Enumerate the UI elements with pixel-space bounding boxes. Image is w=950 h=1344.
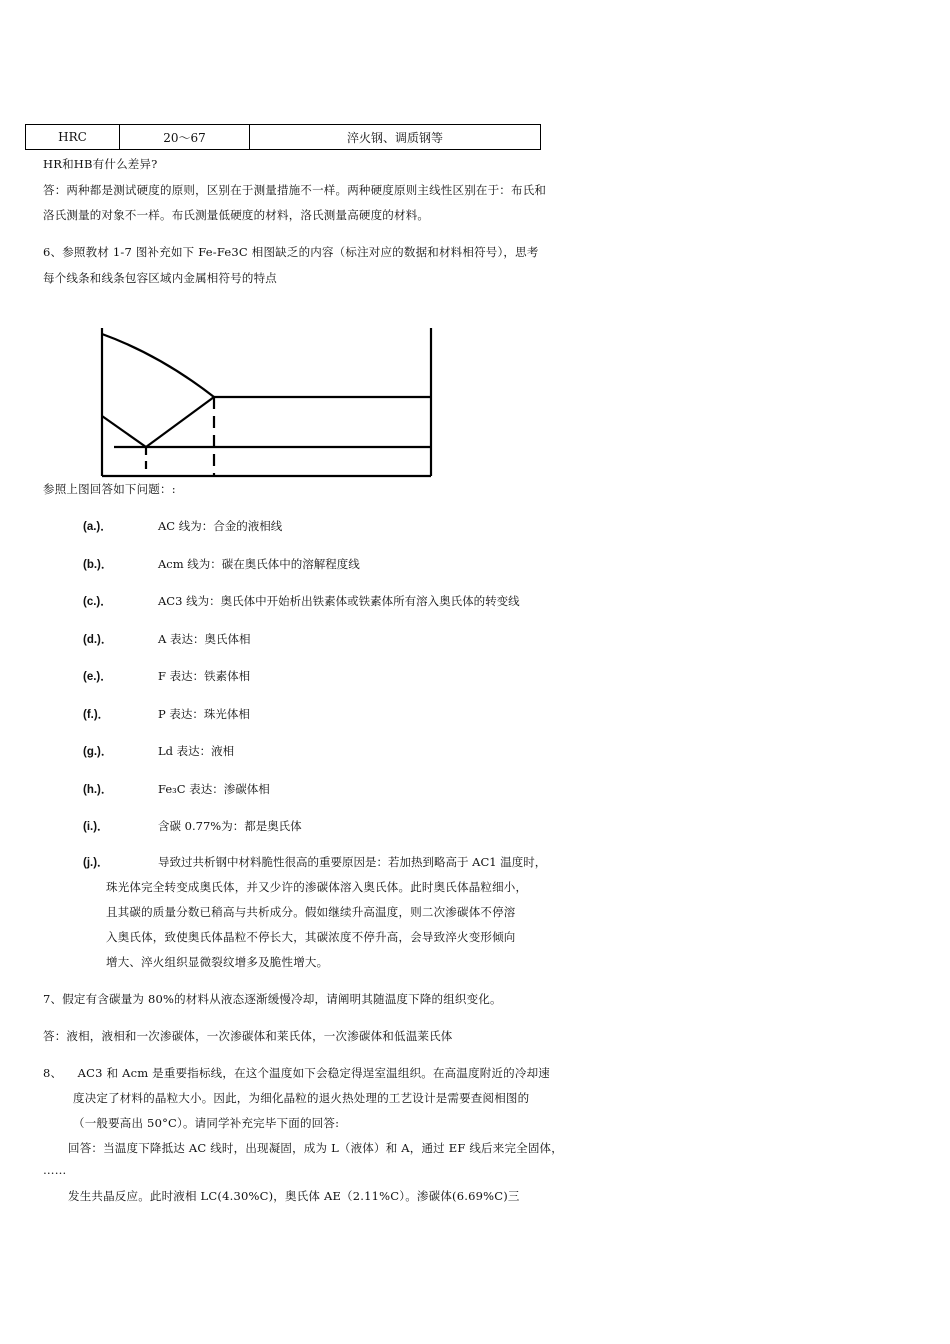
question-6-line2: 每个线条和线条包容区域内金属相符号的特点	[43, 271, 277, 285]
item-j-line1: 导致过共析钢中材料脆性很高的重要原因是：若加热到略高于 AC1 温度时，	[158, 855, 547, 869]
table-cell-materials: 淬火钢、调质钢等	[250, 125, 541, 150]
answer-hr-hb-line1: 答：两种都是测试硬度的原则，区别在于测量措施不一样。两种硬度原则主线性区别在于：布氏和	[43, 183, 547, 197]
list-item-label: (c.)．	[83, 596, 112, 608]
question-8-line1: 8、 AC3 和 Acm 是重要指标线，在这个温度如下会稳定得逞室温组织。在高温度附近的冷却速	[43, 1066, 550, 1080]
item-j-label: (j.)．	[83, 857, 109, 869]
list-item-text: Fe₃C 表达：渗碳体相	[158, 781, 270, 796]
fe-fe3c-phase-diagram	[0, 0, 950, 500]
list-item-label: (d.)．	[83, 633, 113, 646]
diagram-ac3-line	[102, 416, 146, 447]
answer-hr-hb-line2: 洛氏测量的对象不一样。布氏测量低硬度的材料，洛氏测量高硬度的材料。	[43, 208, 430, 222]
question-hr-hb: HR和HB有什么差异?	[43, 157, 158, 171]
list-item-label: (g.)．	[83, 746, 113, 758]
question-6-line1: 6、参照教材 1-7 图补充如下 Fe-Fe3C 相图缺乏的内容（标注对应的数据和材料相符号），思考	[43, 245, 539, 259]
item-j-line4: 入奥氏体，致使奥氏体晶粒不停长大，其碳浓度不停升高，会导致淬火变形倾向	[106, 930, 516, 944]
item-j-line2: 珠光体完全转变成奥氏体，并又少许的渗碳体溶入奥氏体。此时奥氏体晶粒细小，	[106, 880, 528, 894]
answer-8-ellipsis: ……	[43, 1163, 67, 1177]
question-8-line3: （一般要高出 50°C）。请同学补充完毕下面的回答:	[73, 1116, 340, 1130]
list-item-text: A 表达：奥氏体相	[158, 631, 251, 646]
answer-7: 答：液相，液相和一次渗碳体，一次渗碳体和莱氏体，一次渗碳体和低温莱氏体	[43, 1029, 453, 1043]
list-item-label: (f.)．	[83, 708, 110, 721]
list-item-text: P 表达：珠光体相	[158, 706, 250, 721]
list-item-label: (h.)．	[83, 783, 113, 796]
table-cell-range: 20～67	[120, 125, 250, 150]
question-7: 7、假定有含碳量为 80%的材料从液态逐渐缓慢冷却，请阐明其随温度下降的组织变化。	[43, 992, 502, 1006]
question-8-line2: 度决定了材料的晶粒大小。因此，为细化晶粒的退火热处理的工艺设计是需要查阅相图的	[73, 1091, 530, 1105]
answer-8-line1: 回答：当温度下降抵达 AC 线时，出现凝固，成为 L（液体）和 A，通过 EF 线后来完全固体，	[68, 1141, 563, 1155]
list-item-text: AC3 线为：奥氏体中开始析出铁素体或铁素体所有溶入奥氏体的转变线	[158, 594, 520, 608]
item-j-line3: 且其碳的质量分数已稍高与共析成分。假如继续升高温度，则二次渗碳体不停溶	[106, 905, 516, 919]
table-cell-scale: HRC	[26, 125, 120, 150]
list-item-label: (i.)．	[83, 821, 109, 833]
diagram-acm-line	[146, 397, 214, 447]
diagram-liquidus-curve	[102, 334, 214, 397]
list-item-label: (e.)．	[83, 671, 112, 683]
list-item-label: (a.)．	[83, 521, 112, 533]
list-item-text: Ld 表达：液相	[158, 744, 235, 758]
list-item-text: Acm 线为：碳在奥氏体中的溶解程度线	[158, 556, 360, 571]
item-j-line5: 增大、淬火组织显微裂纹增多及脆性增大。	[106, 955, 329, 969]
list-item-label: (b.)．	[83, 558, 113, 571]
list-item-text: AC 线为：合金的液相线	[158, 519, 283, 533]
list-item-text: 含碳 0.77%为：都是奥氏体	[158, 819, 302, 833]
answer-8-line2: 发生共晶反应。此时液相 LC(4.30%C)，奥氏体 AE（2.11%C）。渗碳体(6.69%C)三	[68, 1189, 520, 1203]
question-6-intro: 参照上图回答如下问题：:	[43, 482, 176, 496]
list-item-text: F 表达：铁素体相	[158, 669, 251, 683]
